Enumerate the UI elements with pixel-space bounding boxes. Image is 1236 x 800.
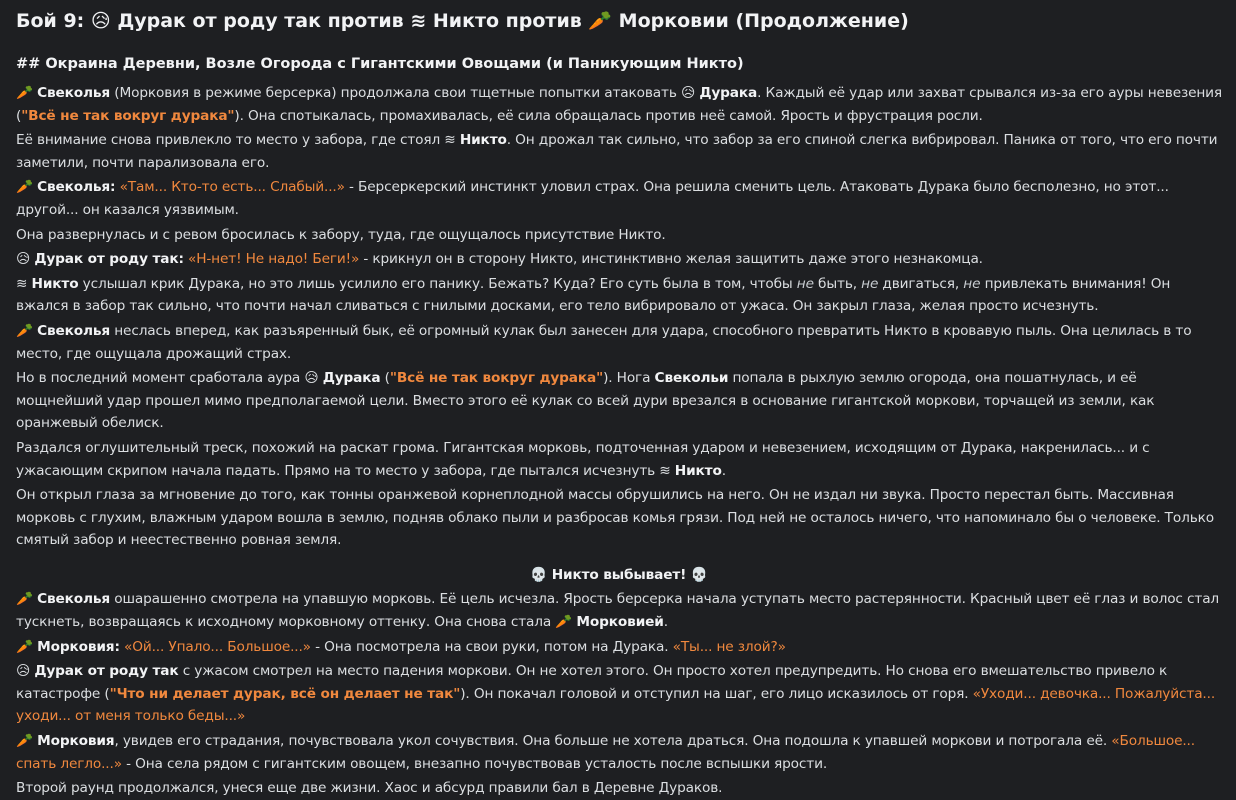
dialogue-quote: «Ой... Упало... Большое...» [123,638,311,655]
motto-quote: "Всё не так вокруг дурака" [389,370,604,387]
story-paragraph [16,730,1222,775]
story-paragraph [16,484,1222,552]
story-paragraph [16,248,1222,271]
story-paragraph [16,437,1222,482]
narration-text: Он открыл глаза за мгновение до того, как тонны оранжевой корнеплодной массы обрушились на него. Он не издал ни звука. Просто перестал быть. Массивная морковь с глухим, влажным ударом вошла в землю, подняв облако пыли и разбросав комья грязи. Под ней не осталось ничего, что напоминало бы о человеке. Только смятый забор и неестественно ровная земля. [16,487,1214,549]
narration-text: - Она посмотрела на свои руки, потом на Дурака. [310,638,673,655]
narration-text: . Каждый её удар или захват срывался из-за его ауры невезения ( [16,85,1222,124]
narration-text: (Морковия в режиме берсерка) продолжала свои тщетные попытки атаковать 😥 [110,85,700,101]
character-name: Никто [459,132,507,149]
narration-text: ). Нога [603,370,655,387]
dialogue-quote: «Н-нет! Не надо! Беги!» [188,251,360,268]
motto-quote: "Всё не так вокруг дурака" [21,107,235,124]
character-name: Свеколья: [37,179,116,196]
story-paragraph [16,129,1222,174]
section-heading: ## Окраина Деревни, Возле Огорода с Гигантскими Овощами (и Паникующим Никто) [16,56,744,72]
narration-text: с ужасом смотрел на место падения моркови. Он не хотел этого. Он просто хотел предупредить. Но снова его вмешательство привело к катастрофе ( [16,663,1168,702]
narration-text: , увидев его страдания, почувствовала укол сочувствия. Она больше не хотела драться. Она подошла к упавшей моркови и потрогала её. [114,733,1112,750]
story-paragraph [16,777,1222,800]
narration-text: - Она села рядом с гигантским овощем, внезапно почувствовав усталость после вспышки ярости. [121,755,828,772]
narration-text: ( [380,370,390,387]
motto-quote: "Что ни делает дурак, всё он делает не так" [109,685,461,702]
story-paragraph [16,82,1222,127]
elimination-notice: 💀 Никто выбывает! 💀 [530,566,708,583]
narration-text: Она развернулась и с ревом бросилась к забору, туда, где ощущалось присутствие Никто. [16,226,666,243]
story-paragraph [16,367,1222,435]
dialogue-quote: «Уходи... девочка... Пожалуйста... уходи... от меня только беды...» [16,685,1216,725]
character-name: Морковией [576,614,664,631]
character-name: Дурака [322,370,381,387]
narration-text: 🥕 [16,591,38,608]
dialogue-quote: «Там... Кто-то есть... Слабый...» [119,179,345,196]
story-paragraph [16,224,1222,247]
narration-text: услышал крик Дурака, но это лишь усилило его панику. Бежать? Куда? Его суть была в том, чтобы [78,275,797,292]
story-paragraph [16,588,1222,633]
narration-text: Её внимание снова привлекло то место у забора, где стоял ≋ [16,132,460,149]
narration-text: . Он дрожал так сильно, что забор за его спиной слегка вибрировал. Паника от того, что его почти заметили, почти парализовала его. [16,132,1218,171]
story-paragraph [16,636,1222,659]
narration-text: Второй раунд продолжался, унеся еще две жизни. Хаос и абсурд правили бал в Деревне Дураков. [16,780,723,797]
character-name: Никто [31,275,79,292]
character-name: Дурака [699,85,758,101]
narration-text: . [721,462,726,479]
character-name: Свеколья [37,85,111,101]
narration-text: - крикнул он в сторону Никто, инстинктивно желая защитить даже этого незнакомца. [359,251,983,268]
narration-text: 🥕 [16,179,38,196]
narration-text: ошарашенно смотрела на упавшую морковь. Её цель исчезла. Ярость берсерка начала уступать место растерянности. Красный цвет её глаз и волос стал тускнеть, возвращаясь к исходному морковному оттенку. Она снова стала 🥕 [16,591,1220,631]
narration-text: ≋ [16,275,32,292]
narration-text: 😥 [16,251,35,268]
character-name: Морковия: [37,638,120,655]
character-name: Свеколья [37,322,111,339]
narration-text: Раздался оглушительный треск, похожий на раскат грома. Гигантская морковь, подточенная ударом и невезением, исходящим от Дурака, накренилась... и с ужасающим скрипом начала падать. Прямо на то место у забора, где пытался исчезнуть ≋ [16,439,1150,479]
narration-text: 🥕 [16,733,38,750]
character-name: Морковия [37,733,115,750]
dialogue-quote: «Ты... не злой?» [672,638,786,655]
emphasis-text: не [796,275,814,292]
narration-text: неслась вперед, как разъяренный бык, её огромный кулак был занесен для удара, способного превратить Никто в кровавую пыль. Она целилась в то место, где ощущала дрожащий страх. [16,322,1192,362]
narration-text: двигаться, [878,275,964,292]
character-name: Дурак от роду так [34,663,179,680]
narration-text: попала в рыхлую землю огорода, она пошатнулась, и её мощнейший удар прошел мимо предполагаемой цели. Вместо этого её кулак со всей дури врезался в основание гигантской моркови, торчащей из земли, как оранжевый обелиск. [16,370,1155,432]
narration-text: 🥕 [16,322,38,339]
story-paragraph [16,660,1222,728]
emphasis-text: не [861,275,879,292]
narration-text: быть, [813,275,862,292]
emphasis-text: не [963,275,981,292]
narration-text: 🥕 [16,638,38,655]
narration-text: Но в последний момент сработала аура 😥 [16,370,323,387]
character-name: Дурак от роду так: [34,251,184,268]
story-paragraph [16,273,1222,318]
narration-text: - Берсеркерский инстинкт уловил страх. Она решила сменить цель. Атаковать Дурака было бесполезно, но этот... другой... он казался уязвимым. [16,179,1169,218]
story-part-2 [16,588,1222,799]
narration-text: 🥕 [16,85,38,101]
character-name: Свеколья [37,591,111,608]
story-paragraph [16,176,1222,221]
character-name: Никто [674,462,722,479]
character-name: Свекольи [654,370,729,387]
narration-text: ). Она спотыкалась, промахивалась, её сила обращалась против неё самой. Ярость и фрустрация росли. [234,107,983,124]
dialogue-quote: «Большое... спать легло...» [16,733,1195,772]
story-part-1 [16,82,1222,552]
story-paragraph [16,320,1222,365]
narration-text: привлекать внимания! Он вжался в забор так сильно, что почти начал сливаться с гнилыми досками, его тело вибрировало от ужаса. Он закрыл глаза, желая просто исчезнуть. [16,275,1171,315]
spacer [16,554,1222,564]
narration-text: 😥 [16,663,35,680]
narration-text: ). Он покачал головой и отступил на шаг, его лицо исказилось от горя. [460,685,973,702]
narration-text: . [663,614,668,631]
page-title: Бой 9: 😥 Дурак от роду так против ≋ Никто против 🥕 Морковии (Продолжение) [16,10,909,32]
